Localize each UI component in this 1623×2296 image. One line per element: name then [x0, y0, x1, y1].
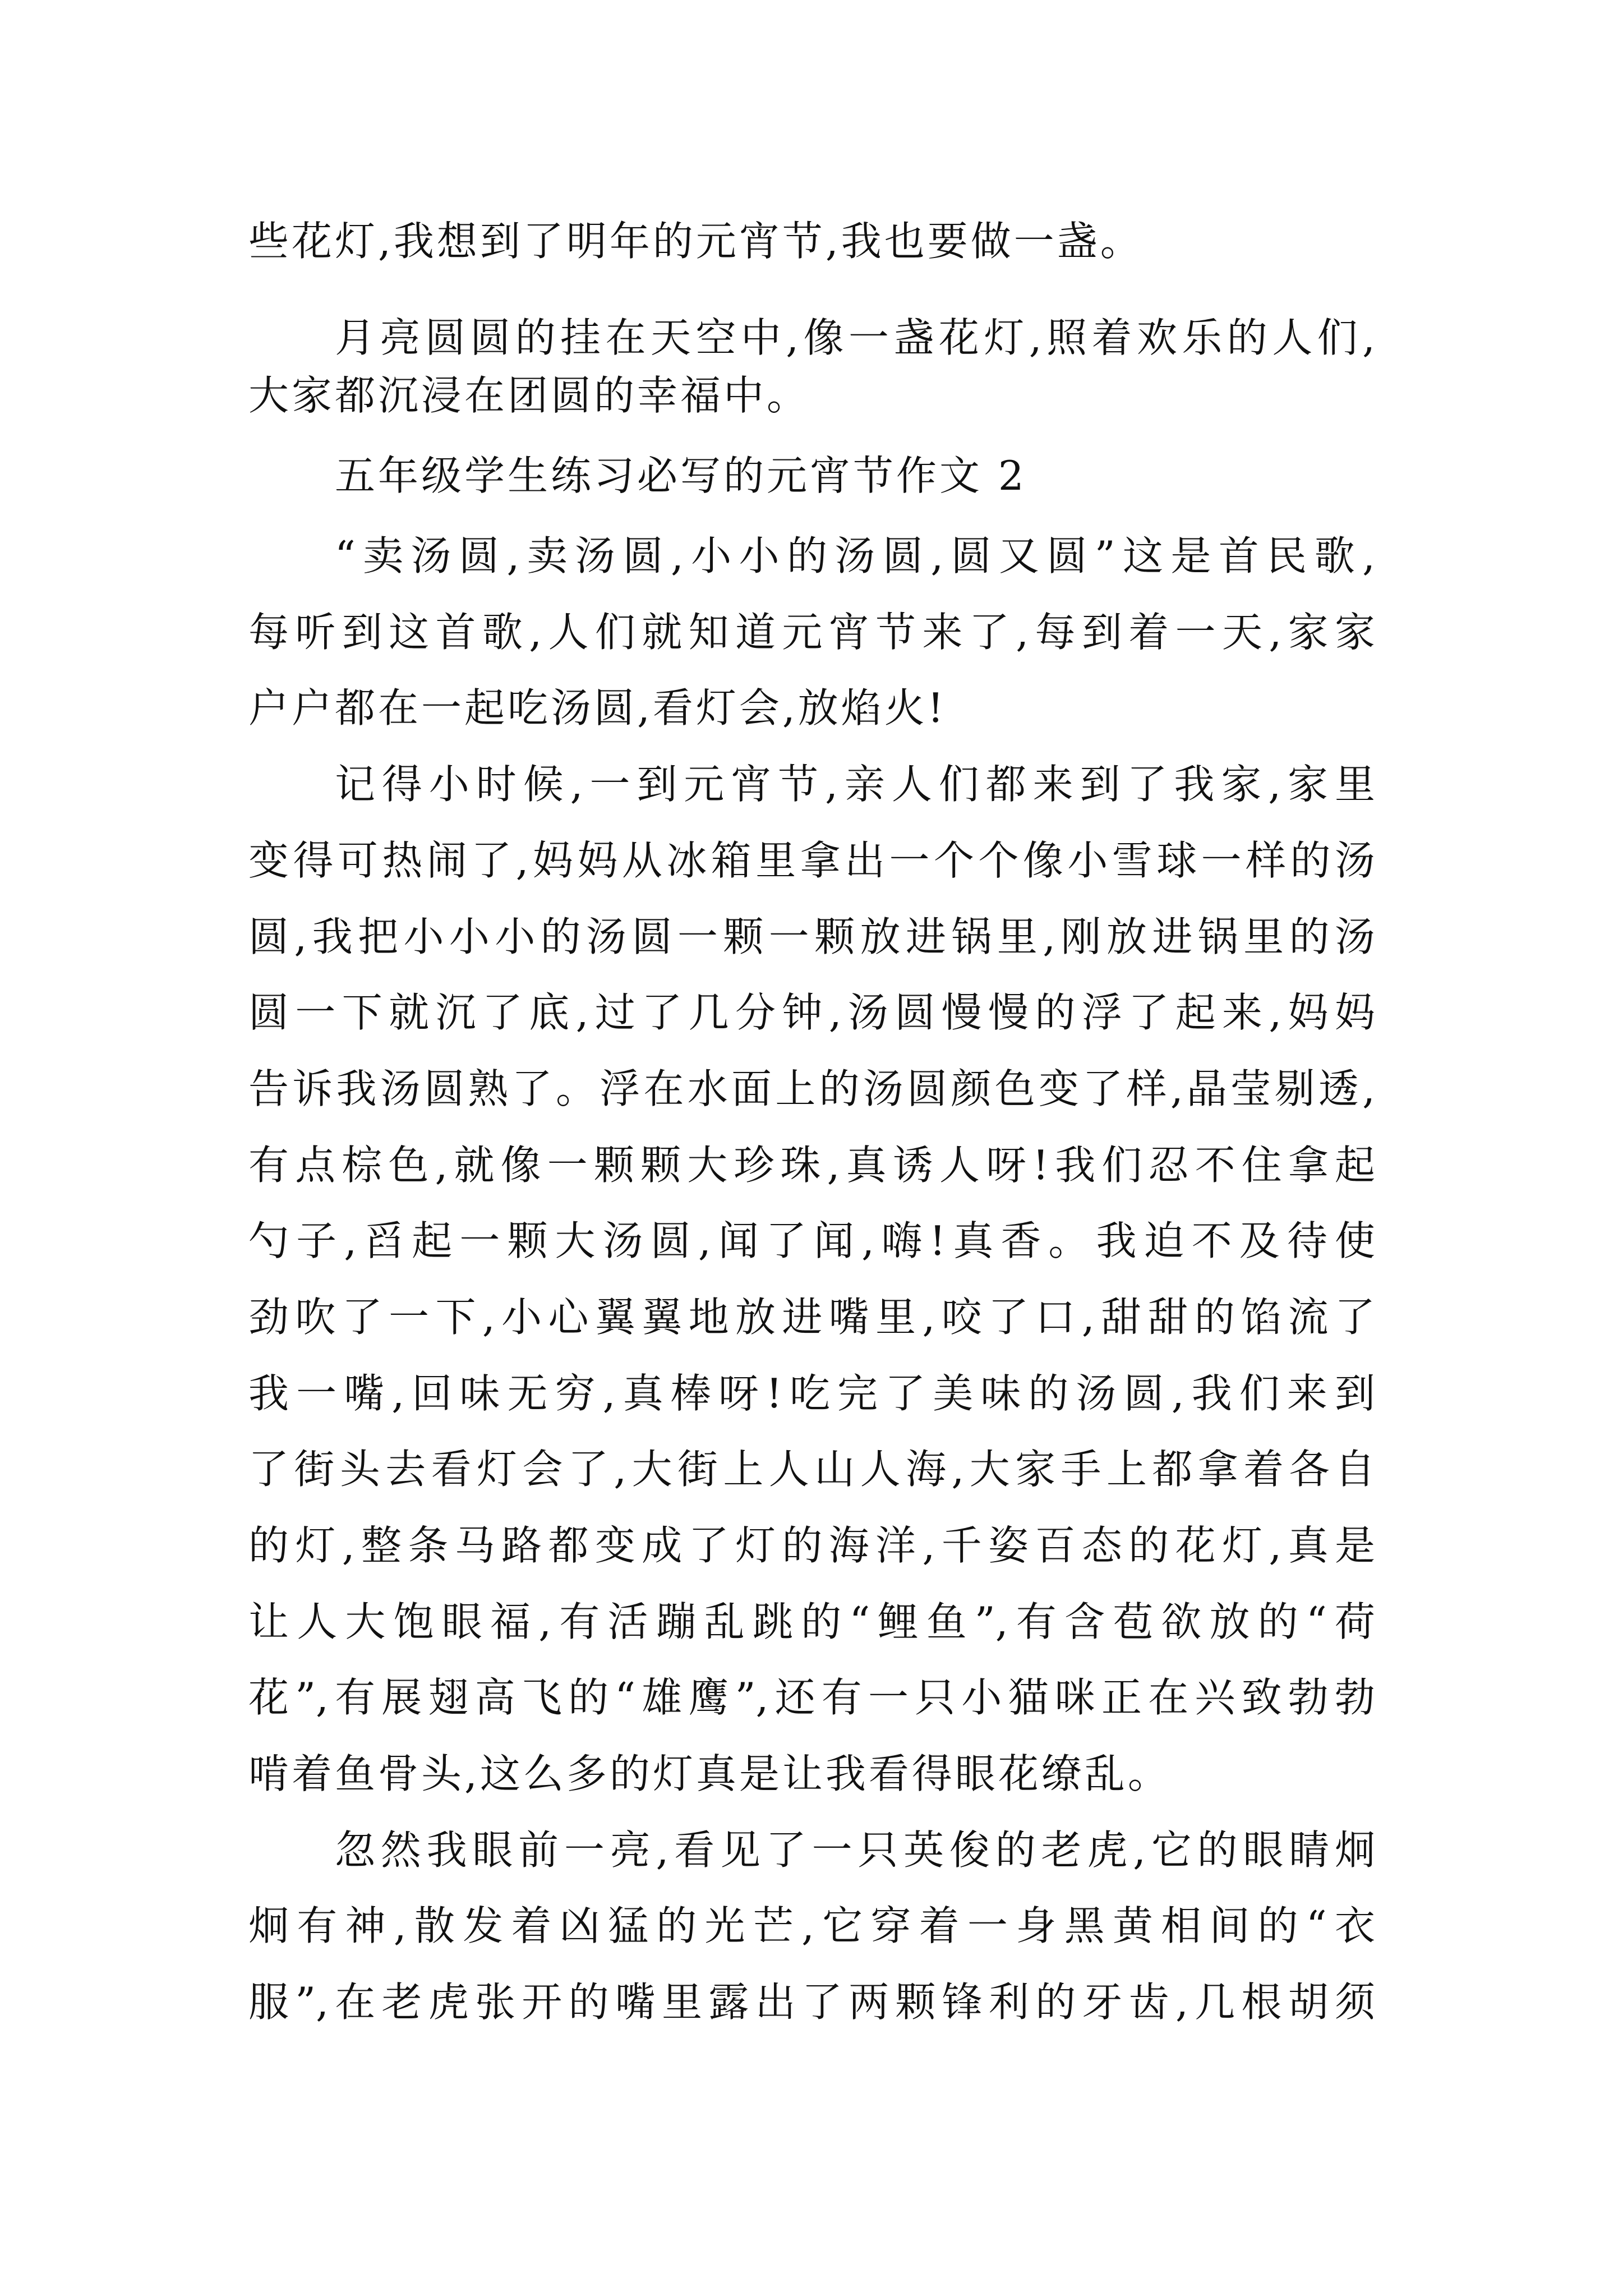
paragraph-line: 了街头去看灯会了,大街上人山人海,大家手上都拿着各自 [248, 1446, 1375, 1493]
paragraph-line: 月亮圆圆的挂在天空中,像一盏花灯,照着欢乐的人们, [335, 314, 1375, 361]
paragraph-line: 有点棕色,就像一颗颗大珍珠,真诱人呀!我们忍不住拿起 [248, 1142, 1375, 1189]
paragraph-line: 勺子,舀起一颗大汤圆,闻了闻,嗨!真香。我迫不及待使 [248, 1217, 1375, 1264]
paragraph-line: 户户都在一起吃汤圆,看灯会,放焰火! [248, 684, 947, 731]
paragraph-line: 圆,我把小小小的汤圆一颗一颗放进锅里,刚放进锅里的汤 [248, 913, 1375, 960]
paragraph-line: 啃着鱼骨头,这么多的灯真是让我看得眼花缭乱。 [248, 1750, 1171, 1797]
paragraph-line: 大家都沉浸在团圆的幸福中。 [248, 372, 810, 419]
paragraph-line: 的灯,整条马路都变成了灯的海洋,千姿百态的花灯,真是 [248, 1522, 1375, 1569]
paragraph-line: 让人大饱眼福,有活蹦乱跳的“鲤鱼”,有含苞欲放的“荷 [248, 1598, 1375, 1645]
paragraph-line: 告诉我汤圆熟了。浮在水面上的汤圆颜色变了样,晶莹剔透, [248, 1065, 1375, 1112]
paragraph-line: 花”,有展翅高飞的“雄鹰”,还有一只小猫咪正在兴致勃勃 [248, 1674, 1375, 1721]
paragraph-line: 劲吹了一下,小心翼翼地放进嘴里,咬了口,甜甜的馅流了 [248, 1294, 1375, 1341]
paragraph-line: 每听到这首歌,人们就知道元宵节来了,每到着一天,家家 [248, 609, 1375, 656]
paragraph-line: “卖汤圆,卖汤圆,小小的汤圆,圆又圆”这是首民歌, [335, 532, 1375, 579]
paragraph-line: 圆一下就沉了底,过了几分钟,汤圆慢慢的浮了起来,妈妈 [248, 989, 1375, 1036]
paragraph-line: 记得小时候,一到元宵节,亲人们都来到了我家,家里 [335, 761, 1375, 808]
paragraph-line: 服”,在老虎张开的嘴里露出了两颗锋利的牙齿,几根胡须 [248, 1978, 1375, 2026]
paragraph-line: 些花灯,我想到了明年的元宵节,我也要做一盏。 [248, 218, 1144, 265]
paragraph-line: 忽然我眼前一亮,看见了一只英俊的老虎,它的眼睛炯 [335, 1826, 1375, 1874]
paragraph-line: 我一嘴,回味无穷,真棒呀!吃完了美味的汤圆,我们来到 [248, 1370, 1375, 1417]
paragraph-line: 变得可热闹了,妈妈从冰箱里拿出一个个像小雪球一样的汤 [248, 837, 1375, 884]
paragraph-line: 炯有神,散发着凶猛的光芒,它穿着一身黑黄相间的“衣 [248, 1902, 1375, 1949]
essay-title: 五年级学生练习必写的元宵节作文 2 [335, 452, 1027, 499]
